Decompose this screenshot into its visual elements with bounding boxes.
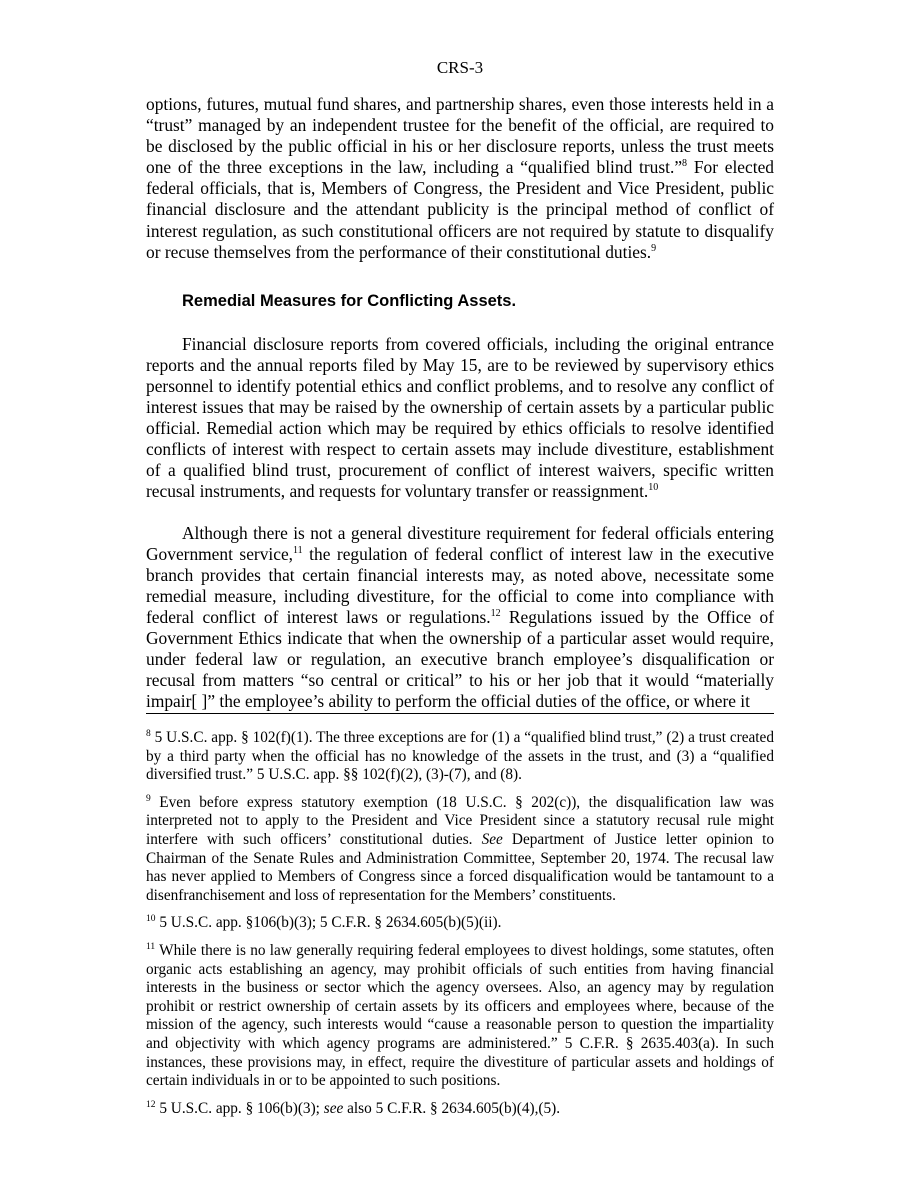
footnote-12 bbox=[146, 1100, 774, 1119]
see-signal: see bbox=[323, 1099, 344, 1117]
paragraph-text: For elected federal officials, that is, Members of Congress, the President and Vice President, public financial disclosure and the attendant publicity is the principal method of conflict of interest regulation, as such constitutional officers are not required by statute to disqualify or recuse themselves from the performance of their constitutional duties. bbox=[146, 157, 774, 262]
footnotes bbox=[146, 729, 774, 1127]
page-header bbox=[146, 57, 774, 79]
footnote-number: 11 bbox=[146, 941, 156, 952]
body-text bbox=[146, 94, 774, 712]
page-label: CRS-3 bbox=[436, 58, 484, 77]
footnote-ref-9[interactable]: 9 bbox=[651, 242, 657, 254]
footnote-ref-11[interactable]: 11 bbox=[293, 544, 303, 556]
footnote-8 bbox=[146, 729, 774, 785]
footnote-text: also 5 C.F.R. § 2634.605(b)(4),(5). bbox=[343, 1099, 561, 1117]
see-signal: See bbox=[481, 830, 503, 848]
paragraph-1 bbox=[146, 94, 774, 263]
paragraph-text: options, futures, mutual fund shares, and partnership shares, even those interests held in a “trust” managed by an independent trustee for the benefit of the official, are required to be disclosed by the public official in his or her disclosure reports, unless the trust meets one of the three exceptions in the law, including a “qualified blind trust.” bbox=[146, 94, 774, 178]
paragraph-text: Regulations issued by the Office of Government Ethics indicate that when the ownership of a particular asset would require, under federal law or regulation, an executive branch employee’s disqualification or recusal from matters “so central or critical” to his or her job that it would “materially impair[ ]” the employee’s ability to perform the official duties of the office, or where it bbox=[146, 606, 774, 712]
footnote-text: Even before express statutory exemption (18 U.S.C. § 202(c)), the disqualification law was interpreted not to apply to the President and Vice President since a statutory recusal rule might interfere with such officers’ constitutional duties. bbox=[146, 793, 774, 848]
footnote-ref-8[interactable]: 8 bbox=[682, 158, 688, 170]
footnote-9 bbox=[146, 794, 774, 906]
footnote-number: 9 bbox=[146, 793, 151, 804]
footnote-10 bbox=[146, 914, 774, 933]
paragraph-3 bbox=[146, 523, 774, 713]
footnote-text: Department of Justice letter opinion to Chairman of the Senate Rules and Administration Committee, September 20, 1974. The recusal law has never applied to Members of Congress since a forced disqualification would be tantamount to a disenfranchisement and loss of representation for the Members’ constituents. bbox=[146, 830, 774, 904]
footnote-number: 8 bbox=[146, 729, 151, 739]
paragraph-text: the regulation of federal conflict of interest law in the executive branch provides that certain financial interests may, as noted above, necessitate some remedial measure, including divestiture, for the official to come into compliance with federal conflict of interest laws or regulations. bbox=[146, 543, 774, 627]
footnote-ref-10[interactable]: 10 bbox=[648, 482, 659, 494]
footnote-number: 12 bbox=[146, 1099, 156, 1110]
footnote-11 bbox=[146, 942, 774, 1091]
paragraph-text: Financial disclosure reports from covered officials, including the original entrance reports and the annual reports filed by May 15, are to be reviewed by supervisory ethics personnel to identify potential ethics and conflict problems, and to resolve any conflict of interest issues that may be raised by the ownership of certain assets by a particular public official. Remedial action which may be required by ethics officials to resolve identified conflicts of interest with respect to certain assets may include divestiture, establishment of a qualified blind trust, procurement of conflict of interest waivers, specific written recusal instruments, and requests for voluntary transfer or reassignment. bbox=[146, 333, 774, 502]
footnote-ref-12[interactable]: 12 bbox=[490, 607, 501, 619]
footnote-text: 5 U.S.C. app. §106(b)(3); 5 C.F.R. § 2634.605(b)(5)(ii). bbox=[155, 914, 502, 932]
section-heading: Remedial Measures for Conflicting Assets. bbox=[182, 291, 517, 310]
footnote-divider bbox=[146, 713, 774, 714]
paragraph-2 bbox=[146, 334, 774, 503]
footnote-text: 5 U.S.C. app. § 106(b)(3); bbox=[155, 1099, 324, 1117]
footnote-number: 10 bbox=[146, 914, 156, 925]
paragraph-text: Although there is not a general divestiture requirement for federal officials entering Government service, bbox=[146, 522, 774, 564]
footnote-text: 5 U.S.C. app. § 102(f)(1). The three exceptions are for (1) a “qualified blind trust,” (2) a trust created by a third party when the official has no knowledge of the assets in the trust, and (3) a “qualified diversified trust.” 5 U.S.C. app. §§ 102(f)(2), (3)-(7), and (8). bbox=[146, 729, 774, 784]
footnote-text: While there is no law generally requiring federal employees to divest holdings, some statutes, often organic acts establishing an agency, may prohibit officials of such entities from having financial interests in the business or sector which the agency oversees. Also, an agency may by regulation prohibit or restrict ownership of certain assets by its officers and employees where, because of the mission of the agency, such interests would “cause a reasonable person to question the impartiality and objectivity with which agency programs are administered.” 5 C.F.R. § 2635.403(a). In such instances, these provisions may, in effect, require the divestiture of particular assets and holdings of certain individuals in or to be appointed to such positions. bbox=[146, 941, 774, 1090]
